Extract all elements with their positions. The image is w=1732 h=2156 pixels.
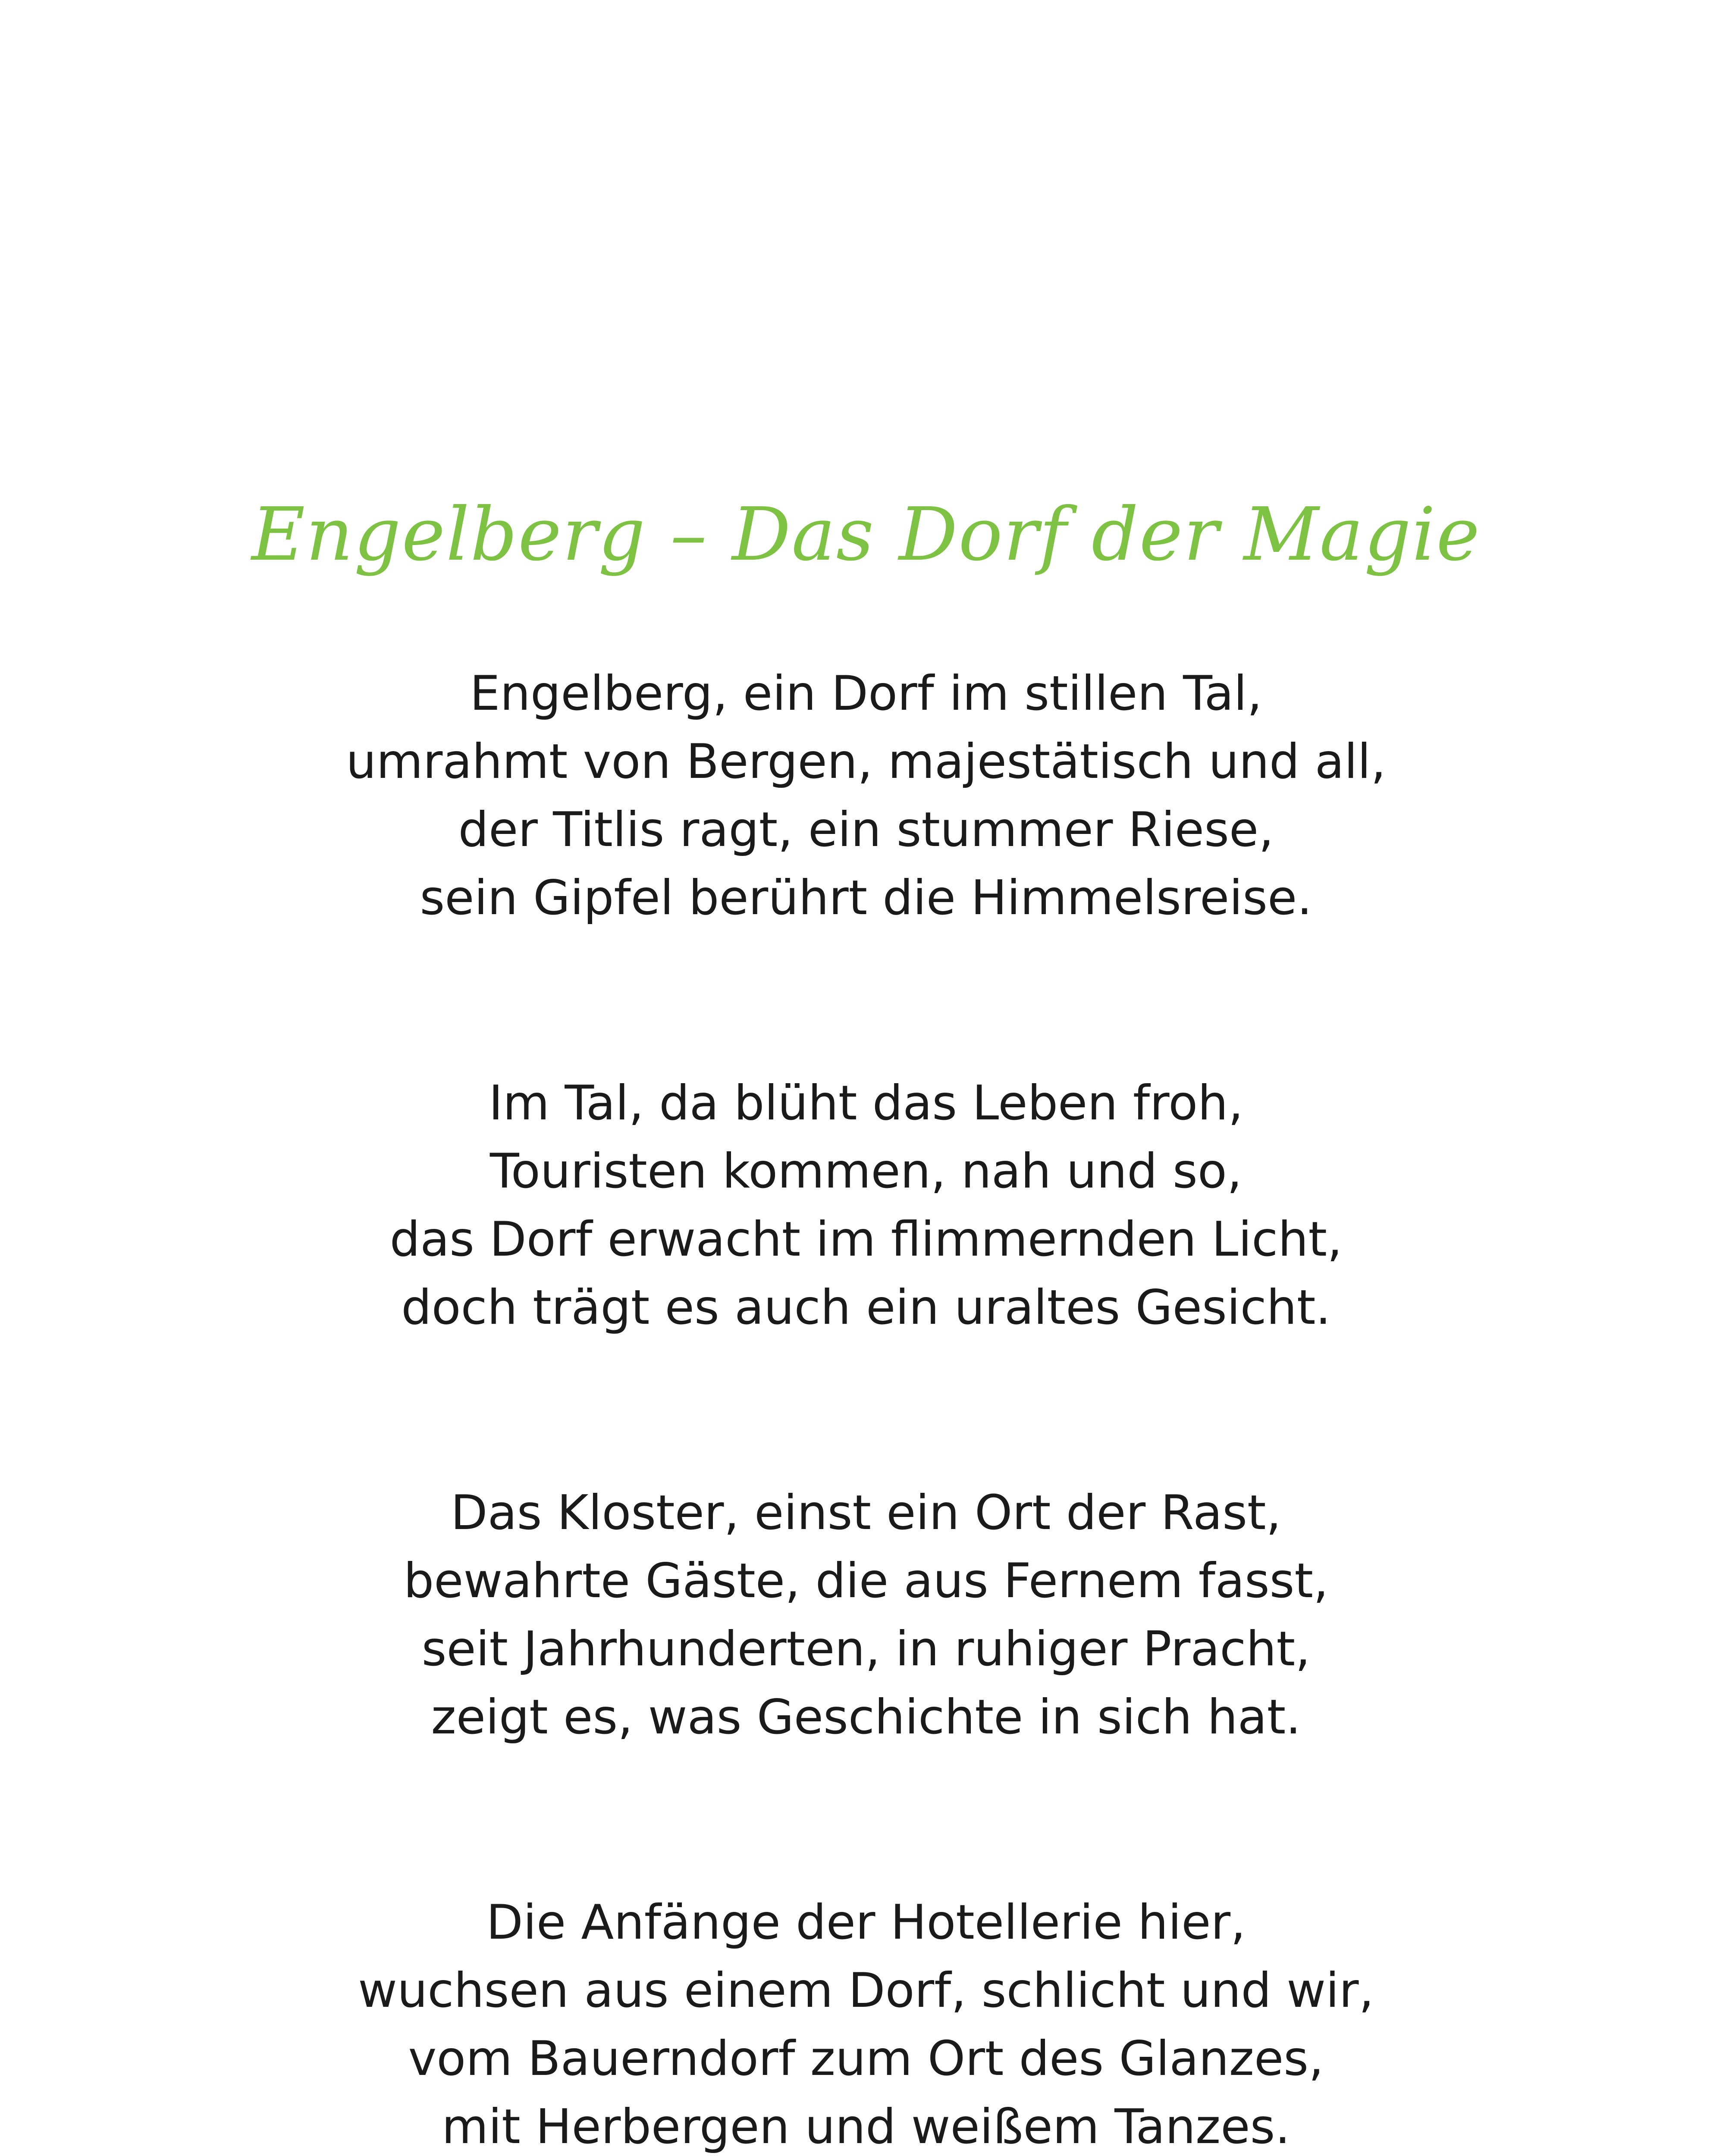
poem-line: der Titlis ragt, ein stummer Riese,	[458, 802, 1274, 858]
poem-line: zeigt es, was Geschichte in sich hat.	[431, 1689, 1301, 1745]
poem-line: Touristen kommen, nah und so,	[489, 1144, 1243, 1199]
poem-line: bewahrte Gäste, die aus Fernem fasst,	[403, 1553, 1329, 1609]
poem-line: vom Bauerndorf zum Ort des Glanzes,	[408, 2031, 1324, 2087]
poem-line: Die Anfänge der Hotellerie hier,	[486, 1895, 1246, 1950]
stanza-1	[0, 660, 1732, 932]
poem-line: doch trägt es auch ein uraltes Gesicht.	[401, 1280, 1331, 1335]
poem-title: Engelberg – Das Dorf der Magie	[251, 492, 1481, 577]
poem-line: seit Jahrhunderten, in ruhiger Pracht,	[421, 1621, 1311, 1677]
stanza-3	[0, 1479, 1732, 1752]
poem-line: Engelberg, ein Dorf im stillen Tal,	[470, 666, 1262, 721]
poem-line: mit Herbergen und weißem Tanzes.	[442, 2099, 1290, 2155]
poem-line: umrahmt von Bergen, majestätisch und all,	[346, 734, 1386, 790]
stanza-4	[0, 1889, 1732, 2156]
poem-body	[0, 660, 1732, 2156]
stanza-2	[0, 1069, 1732, 1342]
poem-line: Im Tal, da blüht das Leben froh,	[489, 1075, 1243, 1131]
poem-line: Das Kloster, einst ein Ort der Rast,	[451, 1485, 1281, 1541]
poem-line: sein Gipfel berührt die Himmelsreise.	[420, 870, 1312, 926]
poem-line: das Dorf erwacht im flimmernden Licht,	[389, 1212, 1343, 1267]
poem-line: wuchsen aus einem Dorf, schlicht und wir,	[358, 1963, 1374, 2018]
